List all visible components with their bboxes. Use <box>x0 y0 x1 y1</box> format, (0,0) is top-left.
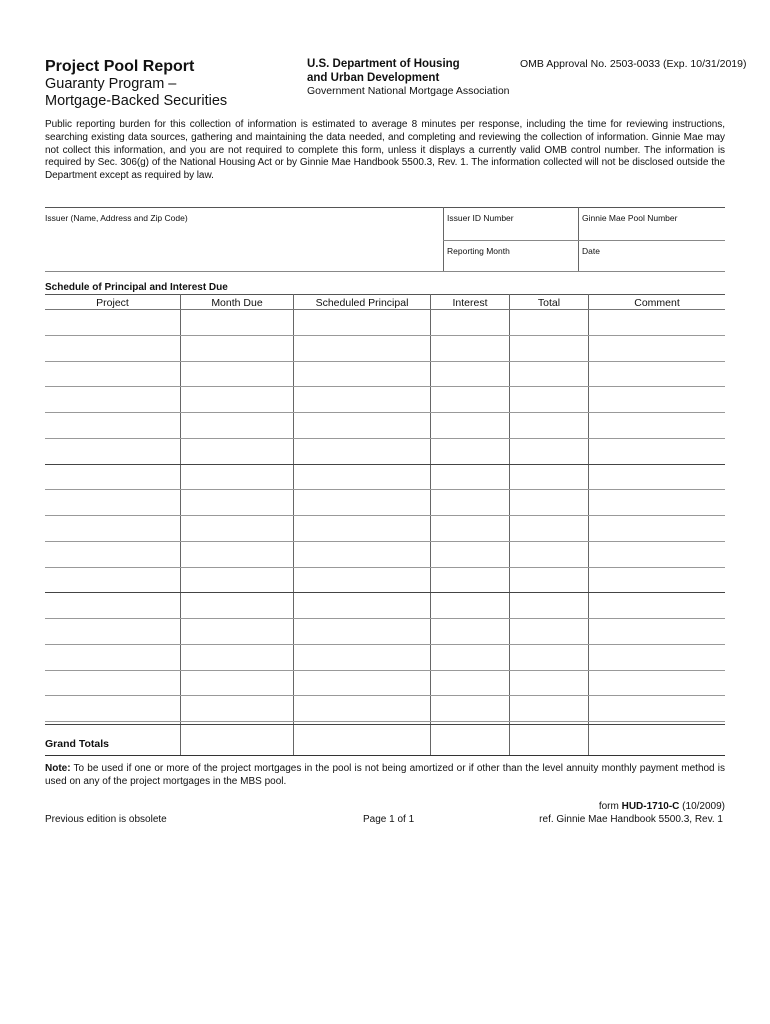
cell-total[interactable] <box>510 490 587 514</box>
cell-project[interactable] <box>46 413 179 437</box>
cell-scheduled-principal[interactable] <box>294 645 429 669</box>
date-field[interactable] <box>580 256 725 270</box>
cell-month-due[interactable] <box>181 516 292 540</box>
cell-scheduled-principal[interactable] <box>294 465 429 489</box>
schedule-title: Schedule of Principal and Interest Due <box>45 282 228 293</box>
cell-total[interactable] <box>510 542 587 566</box>
table-row-rule <box>45 721 725 722</box>
cell-interest[interactable] <box>431 387 508 411</box>
cell-scheduled-principal[interactable] <box>294 413 429 437</box>
cell-total[interactable] <box>510 439 587 463</box>
grand-total-scheduled-principal[interactable] <box>294 726 429 754</box>
cell-scheduled-principal[interactable] <box>294 671 429 695</box>
cell-interest[interactable] <box>431 439 508 463</box>
cell-interest[interactable] <box>431 696 508 720</box>
cell-comment[interactable] <box>589 310 724 334</box>
note-body: To be used if one or more of the project mortgages in the pool is not being amortized or if other than the level annuity monthly payment method is used on any of the project mortgages in the MBS pool. <box>45 763 725 787</box>
cell-total[interactable] <box>510 362 587 386</box>
reporting-month-label: Reporting Month <box>447 246 510 256</box>
grand-total-comment[interactable] <box>589 726 724 754</box>
cell-scheduled-principal[interactable] <box>294 542 429 566</box>
omb-approval: OMB Approval No. 2503-0033 (Exp. 10/31/2019) <box>520 58 747 70</box>
cell-project[interactable] <box>46 465 179 489</box>
grand-totals-label: Grand Totals <box>45 738 109 750</box>
grand-total-interest[interactable] <box>431 726 508 754</box>
cell-comment[interactable] <box>589 387 724 411</box>
pool-number-label: Ginnie Mae Pool Number <box>582 213 678 223</box>
cell-total[interactable] <box>510 336 587 360</box>
issuer-field-label: Issuer (Name, Address and Zip Code) <box>45 213 188 223</box>
cell-total[interactable] <box>510 593 587 617</box>
cell-total[interactable] <box>510 387 587 411</box>
form-date: (10/2009) <box>679 801 725 812</box>
cell-total[interactable] <box>510 645 587 669</box>
cell-month-due[interactable] <box>181 490 292 514</box>
cell-interest[interactable] <box>431 645 508 669</box>
cell-total[interactable] <box>510 413 587 437</box>
cell-interest[interactable] <box>431 568 508 592</box>
cell-interest[interactable] <box>431 619 508 643</box>
column-header-scheduled-principal: Scheduled Principal <box>315 297 409 309</box>
cell-comment[interactable] <box>589 465 724 489</box>
cell-project[interactable] <box>46 310 179 334</box>
form-prefix: form <box>598 801 622 812</box>
cell-total[interactable] <box>510 465 587 489</box>
cell-month-due[interactable] <box>181 465 292 489</box>
cell-project[interactable] <box>46 619 179 643</box>
column-header-interest: Interest <box>452 297 488 309</box>
department-name-line1: U.S. Department of Housing <box>307 58 460 70</box>
cell-scheduled-principal[interactable] <box>294 593 429 617</box>
cell-comment[interactable] <box>589 439 724 463</box>
cell-project[interactable] <box>46 671 179 695</box>
cell-interest[interactable] <box>431 336 508 360</box>
cell-month-due[interactable] <box>181 671 292 695</box>
cell-comment[interactable] <box>589 490 724 514</box>
cell-comment[interactable] <box>589 336 724 360</box>
cell-scheduled-principal[interactable] <box>294 310 429 334</box>
cell-scheduled-principal[interactable] <box>294 490 429 514</box>
cell-month-due[interactable] <box>181 696 292 720</box>
form-id: HUD-1710-C <box>621 801 680 812</box>
issuer-divider <box>443 207 444 271</box>
cell-month-due[interactable] <box>181 387 292 411</box>
cell-scheduled-principal[interactable] <box>294 336 429 360</box>
reporting-month-field[interactable] <box>445 256 576 270</box>
cell-month-due[interactable] <box>181 568 292 592</box>
cell-comment[interactable] <box>589 671 724 695</box>
issuer-field[interactable] <box>45 224 441 270</box>
cell-month-due[interactable] <box>181 362 292 386</box>
date-label: Date <box>582 246 600 256</box>
cell-project[interactable] <box>46 568 179 592</box>
handbook-reference: ref. Ginnie Mae Handbook 5500.3, Rev. 1 <box>539 814 723 825</box>
cell-project[interactable] <box>46 516 179 540</box>
form-subtitle-line2: Mortgage-Backed Securities <box>45 93 228 109</box>
cell-interest[interactable] <box>431 413 508 437</box>
burden-statement: Public reporting burden for this collection of information is estimated to average 8 minutes per response, including the time for reviewing instructions, searching existing data sources, gathering and maintaining the data needed, and completing and reviewing the collection of information. Ginnie Mae may not collect this information, and you are not required to complete this form, unless it displays a currently valid OMB control number. The information is required by Sec. 306(g) of the National Housing Act or by Ginnie Mae Handbook 5500.3, Rev. 1. The information collected will not be disclosed outside the Department except as required by law. <box>45 119 725 182</box>
pool-number-field[interactable] <box>580 224 725 239</box>
cell-project[interactable] <box>46 490 179 514</box>
cell-scheduled-principal[interactable] <box>294 362 429 386</box>
schedule-top-rule <box>45 294 725 295</box>
cell-comment[interactable] <box>589 593 724 617</box>
cell-interest[interactable] <box>431 490 508 514</box>
cell-month-due[interactable] <box>181 645 292 669</box>
cell-comment[interactable] <box>589 568 724 592</box>
cell-comment[interactable] <box>589 542 724 566</box>
cell-project[interactable] <box>46 645 179 669</box>
totals-double-rule <box>45 724 725 725</box>
reporting-row-rule <box>443 240 725 241</box>
grand-total-total[interactable] <box>510 726 587 754</box>
issuer-block-top-rule <box>45 207 725 208</box>
cell-project[interactable] <box>46 336 179 360</box>
cell-total[interactable] <box>510 568 587 592</box>
cell-month-due[interactable] <box>181 593 292 617</box>
form-number <box>599 801 725 812</box>
cell-month-due[interactable] <box>181 310 292 334</box>
cell-scheduled-principal[interactable] <box>294 439 429 463</box>
issuer-block-bottom-rule <box>45 271 725 272</box>
cell-month-due[interactable] <box>181 542 292 566</box>
cell-project[interactable] <box>46 362 179 386</box>
cell-scheduled-principal[interactable] <box>294 516 429 540</box>
cell-project[interactable] <box>46 387 179 411</box>
cell-project[interactable] <box>46 593 179 617</box>
pool-divider <box>578 207 579 271</box>
cell-interest[interactable] <box>431 310 508 334</box>
cell-comment[interactable] <box>589 645 724 669</box>
cell-scheduled-principal[interactable] <box>294 568 429 592</box>
cell-project[interactable] <box>46 696 179 720</box>
cell-month-due[interactable] <box>181 439 292 463</box>
cell-comment[interactable] <box>589 696 724 720</box>
form-subtitle-line1: Guaranty Program – <box>45 76 177 92</box>
issuer-id-label: Issuer ID Number <box>447 213 514 223</box>
cell-interest[interactable] <box>431 516 508 540</box>
cell-interest[interactable] <box>431 542 508 566</box>
cell-comment[interactable] <box>589 619 724 643</box>
previous-edition-note: Previous edition is obsolete <box>45 814 167 825</box>
cell-interest[interactable] <box>431 362 508 386</box>
column-header-total: Total <box>537 297 561 309</box>
cell-interest[interactable] <box>431 465 508 489</box>
cell-comment[interactable] <box>589 362 724 386</box>
cell-total[interactable] <box>510 516 587 540</box>
cell-total[interactable] <box>510 310 587 334</box>
cell-scheduled-principal[interactable] <box>294 619 429 643</box>
cell-scheduled-principal[interactable] <box>294 387 429 411</box>
cell-comment[interactable] <box>589 516 724 540</box>
column-header-month-due: Month Due <box>211 297 263 309</box>
note-label: Note: <box>45 763 71 774</box>
cell-comment[interactable] <box>589 413 724 437</box>
cell-total[interactable] <box>510 671 587 695</box>
cell-month-due[interactable] <box>181 619 292 643</box>
cell-project[interactable] <box>46 542 179 566</box>
cell-total[interactable] <box>510 619 587 643</box>
column-header-comment: Comment <box>634 297 680 309</box>
issuer-id-field[interactable] <box>445 224 576 239</box>
column-header-project: Project <box>96 297 129 309</box>
cell-interest[interactable] <box>431 671 508 695</box>
cell-project[interactable] <box>46 439 179 463</box>
department-name-line2: and Urban Development <box>307 72 440 84</box>
agency-name: Government National Mortgage Association <box>307 85 510 97</box>
cell-scheduled-principal[interactable] <box>294 696 429 720</box>
cell-interest[interactable] <box>431 593 508 617</box>
cell-month-due[interactable] <box>181 413 292 437</box>
grand-total-month-due[interactable] <box>181 726 292 754</box>
schedule-bottom-rule <box>45 755 725 756</box>
form-title: Project Pool Report <box>45 58 195 75</box>
note-text <box>45 763 725 788</box>
page-number: Page 1 of 1 <box>363 814 415 825</box>
cell-month-due[interactable] <box>181 336 292 360</box>
cell-total[interactable] <box>510 696 587 720</box>
